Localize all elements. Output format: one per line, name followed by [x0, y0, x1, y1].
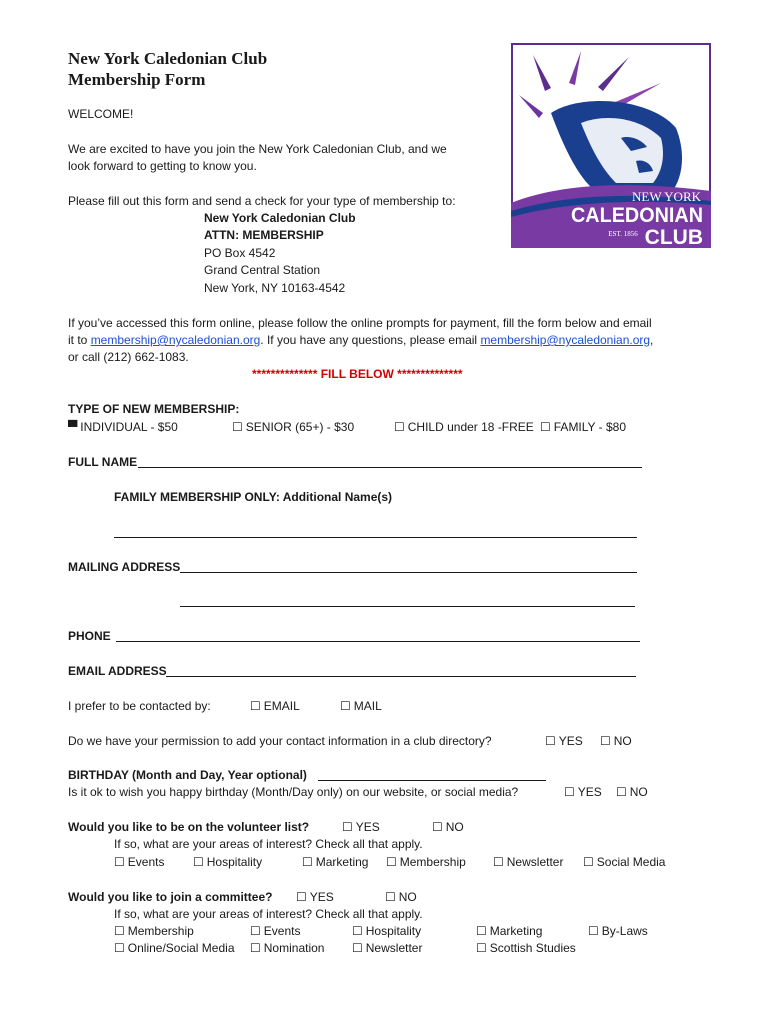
volunteer-interest-text: If so, what are your areas of interest? Check all that apply.: [114, 837, 423, 851]
checkbox-icon[interactable]: ☐: [564, 785, 575, 799]
email-link-2[interactable]: membership@nycaledonian.org: [480, 333, 651, 347]
membership-type-label: TYPE OF NEW MEMBERSHIP:: [68, 402, 240, 416]
checkbox-icon[interactable]: ☐: [302, 855, 313, 869]
online-line2-c: ,: [650, 333, 654, 347]
option-child-label: CHILD under 18 -FREE: [407, 420, 534, 434]
committee-hospitality-label: Hospitality: [365, 924, 422, 938]
checkbox-icon[interactable]: ☐: [476, 941, 487, 955]
committee-newsletter-option[interactable]: [352, 940, 422, 957]
committee-events-label: Events: [263, 924, 301, 938]
committee-scottish-studies-option[interactable]: [476, 940, 576, 957]
option-individual[interactable]: [68, 419, 178, 436]
committee-marketing-option[interactable]: [476, 923, 542, 940]
birthday-yes-label: YES: [577, 785, 602, 799]
volunteer-yes-label: YES: [355, 820, 380, 834]
committee-newsletter-label: Newsletter: [365, 941, 423, 955]
online-line2-a: it to: [68, 333, 91, 347]
birthday-no-option[interactable]: [616, 784, 648, 801]
volunteer-no-label: NO: [445, 820, 464, 834]
volunteer-no-option[interactable]: [432, 819, 464, 836]
online-line2-b: . If you have any questions, please email: [260, 333, 481, 347]
volunteer-newsletter-option[interactable]: [493, 854, 563, 871]
committee-bylaws-label: By-Laws: [601, 924, 648, 938]
checkbox-icon[interactable]: ☐: [588, 924, 599, 938]
checkbox-icon[interactable]: ☐: [352, 941, 363, 955]
intro-line2: look forward to getting to know you.: [68, 159, 257, 173]
birthday-label: BIRTHDAY (Month and Day, Year optional): [68, 768, 307, 782]
checkbox-icon[interactable]: ☐: [545, 734, 556, 748]
address-attn: ATTN: MEMBERSHIP: [204, 228, 324, 242]
address-station: Grand Central Station: [204, 263, 321, 277]
checkbox-icon[interactable]: ☐: [583, 855, 594, 869]
address-name: New York Caledonian Club: [204, 211, 356, 225]
volunteer-question: Would you like to be on the volunteer list?: [68, 820, 310, 834]
volunteer-events-option[interactable]: [114, 854, 164, 871]
volunteer-hospitality-option[interactable]: [193, 854, 262, 871]
welcome-text: WELCOME!: [68, 107, 134, 121]
contact-email-option[interactable]: [250, 698, 300, 715]
committee-nomination-option[interactable]: [250, 940, 324, 957]
full-name-field[interactable]: [138, 467, 642, 468]
volunteer-marketing-label: Marketing: [315, 855, 369, 869]
phone-field[interactable]: [116, 641, 640, 642]
checkbox-icon[interactable]: ☐: [352, 924, 363, 938]
committee-bylaws-option[interactable]: [588, 923, 648, 940]
full-name-label: FULL NAME: [68, 455, 138, 469]
checkbox-icon[interactable]: ☐: [385, 890, 396, 904]
committee-marketing-label: Marketing: [489, 924, 543, 938]
option-family[interactable]: [540, 419, 626, 436]
checkbox-icon[interactable]: ☐: [540, 420, 551, 434]
email-link-1[interactable]: membership@nycaledonian.org: [90, 333, 261, 347]
contact-mail-option[interactable]: [340, 698, 382, 715]
birthday-yes-option[interactable]: [564, 784, 602, 801]
fill-below-banner: ************** FILL BELOW **************: [252, 367, 463, 381]
mailing-address-field-2[interactable]: [180, 606, 635, 607]
committee-no-option[interactable]: [385, 889, 417, 906]
address-po-box: PO Box 4542: [204, 246, 276, 260]
directory-yes-label: YES: [558, 734, 583, 748]
option-senior[interactable]: [232, 419, 354, 436]
checkbox-icon[interactable]: ☐: [432, 820, 443, 834]
checkbox-icon[interactable]: ☐: [296, 890, 307, 904]
checkbox-icon[interactable]: ☐: [250, 699, 261, 713]
email-address-field[interactable]: [166, 676, 636, 677]
committee-membership-label: Membership: [127, 924, 194, 938]
committee-question: Would you like to join a committee?: [68, 890, 273, 904]
address-city: New York, NY 10163-4542: [204, 281, 346, 295]
birthday-field[interactable]: [318, 780, 546, 781]
option-individual-label: INDIVIDUAL - $50: [80, 420, 178, 434]
logo-text-club: CLUB: [644, 226, 703, 248]
directory-yes-option[interactable]: [545, 733, 583, 750]
checkbox-icon[interactable]: ☐: [232, 420, 243, 434]
instructions-text: Please fill out this form and send a check for your type of membership to:: [68, 194, 456, 208]
checkbox-icon[interactable]: ☐: [616, 785, 627, 799]
checkbox-icon[interactable]: ☐: [342, 820, 353, 834]
family-only-label: FAMILY MEMBERSHIP ONLY: Additional Name(s): [114, 490, 393, 504]
contact-pref-label: I prefer to be contacted by:: [68, 699, 211, 713]
checkbox-icon[interactable]: ☐: [114, 924, 125, 938]
committee-interest-text: If so, what are your areas of interest? Check all that apply.: [114, 907, 423, 921]
statue-of-liberty-logo-icon: [511, 43, 711, 248]
checkbox-icon[interactable]: ☐: [340, 699, 351, 713]
option-child[interactable]: [394, 419, 534, 436]
committee-events-option[interactable]: [250, 923, 300, 940]
committee-yes-option[interactable]: [296, 889, 334, 906]
volunteer-newsletter-label: Newsletter: [506, 855, 564, 869]
logo-text-est: EST. 1856: [608, 230, 638, 238]
phone-label: PHONE: [68, 629, 111, 643]
committee-online-social-label: Online/Social Media: [127, 941, 235, 955]
volunteer-events-label: Events: [127, 855, 165, 869]
directory-no-label: NO: [613, 734, 632, 748]
option-senior-label: SENIOR (65+) - $30: [245, 420, 355, 434]
committee-scottish-studies-label: Scottish Studies: [489, 941, 576, 955]
checkbox-icon[interactable]: ☐: [476, 924, 487, 938]
birthday-no-label: NO: [629, 785, 648, 799]
online-line2: [68, 332, 653, 349]
volunteer-social-media-option[interactable]: [583, 854, 665, 871]
volunteer-social-media-label: Social Media: [596, 855, 666, 869]
form-title-line1: New York Caledonian Club: [68, 49, 268, 68]
option-family-label: FAMILY - $80: [553, 420, 627, 434]
logo-text-caledonian: CALEDONIAN: [571, 204, 703, 227]
mailing-address-field-1[interactable]: [180, 572, 637, 573]
logo-text-new-york: NEW YORK: [632, 189, 701, 204]
contact-mail-label: MAIL: [353, 699, 382, 713]
committee-yes-label: YES: [309, 890, 334, 904]
checkbox-icon[interactable]: ☐: [250, 941, 261, 955]
checkbox-icon[interactable]: ☐: [193, 855, 204, 869]
checkbox-checked-icon[interactable]: ▀: [68, 420, 78, 434]
directory-question: Do we have your permission to add your contact information in a club directory?: [68, 734, 492, 748]
volunteer-yes-option[interactable]: [342, 819, 380, 836]
checkbox-icon[interactable]: ☐: [114, 941, 125, 955]
email-address-label: EMAIL ADDRESS: [68, 664, 167, 678]
additional-names-field[interactable]: [114, 537, 637, 538]
birthday-question: Is it ok to wish you happy birthday (Month/Day only) on our website, or social media?: [68, 785, 519, 799]
mailing-address-label: MAILING ADDRESS: [68, 560, 181, 574]
volunteer-membership-label: Membership: [399, 855, 466, 869]
volunteer-hospitality-label: Hospitality: [206, 855, 263, 869]
online-line1: If you’ve accessed this form online, please follow the online prompts for payment, fill the form below and email: [68, 316, 652, 330]
checkbox-icon[interactable]: ☐: [493, 855, 504, 869]
committee-online-social-option[interactable]: [114, 940, 235, 957]
committee-membership-option[interactable]: [114, 923, 194, 940]
checkbox-icon[interactable]: ☐: [600, 734, 611, 748]
directory-no-option[interactable]: [600, 733, 632, 750]
checkbox-icon[interactable]: ☐: [114, 855, 125, 869]
committee-hospitality-option[interactable]: [352, 923, 421, 940]
online-line3: or call (212) 662-1083.: [68, 350, 189, 364]
form-title-line2: Membership Form: [68, 70, 206, 89]
checkbox-icon[interactable]: ☐: [250, 924, 261, 938]
committee-no-label: NO: [398, 890, 417, 904]
checkbox-icon[interactable]: ☐: [386, 855, 397, 869]
club-logo: [511, 43, 711, 248]
checkbox-icon[interactable]: ☐: [394, 420, 405, 434]
committee-nomination-label: Nomination: [263, 941, 325, 955]
volunteer-membership-option[interactable]: [386, 854, 466, 871]
intro-line1: We are excited to have you join the New York Caledonian Club, and we: [68, 142, 447, 156]
volunteer-marketing-option[interactable]: [302, 854, 368, 871]
contact-email-label: EMAIL: [263, 699, 300, 713]
